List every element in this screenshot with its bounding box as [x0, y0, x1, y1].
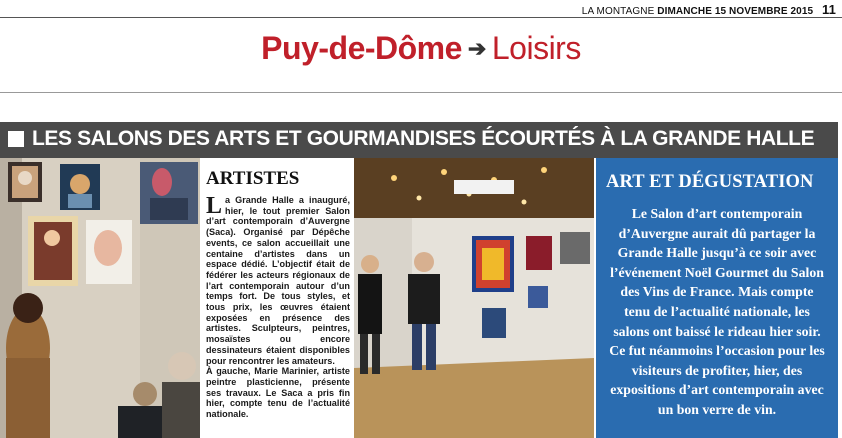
artistes-body: a Grande Halle a inauguré, hier, le tout premier Salon d’art contemporain d’Auvergne (Saca). Organisé par Dépêche events, ce salon accueillait une centaine d’artistes dans un espace dédié. L’objectif était de fédérer les acteurs régionaux de l’art contemporain autour d’un temps fort. De tous styles, et tous prix, les œuvres étaient exposées en présence des artistes. Sculpteurs, peintres, mosaïstes ou encore dessinateurs étaient disponibles pour rencontrer les amateurs.: [206, 195, 350, 366]
section-rule: [0, 92, 842, 93]
page-number: 11: [822, 2, 836, 17]
artistes-kicker: ARTISTES: [206, 168, 300, 189]
headline-bar: [0, 122, 838, 158]
masthead-bar: [0, 0, 842, 18]
section-subsection: Loisirs: [491, 30, 581, 66]
degustation-kicker: ART ET DÉGUSTATION: [606, 172, 814, 192]
section-title: [0, 30, 842, 67]
artistes-dropcap: L: [206, 193, 223, 219]
arrow-right-icon: ➔: [467, 36, 486, 61]
degustation-box: [596, 158, 838, 438]
section-department: Puy-de-Dôme: [261, 30, 462, 66]
artistes-text: [206, 195, 350, 420]
artistes-paragraph: [206, 195, 350, 366]
photo-artist-exhibit-illustration: [0, 158, 200, 438]
newspaper-name: LA MONTAGNE: [581, 6, 655, 17]
photo-caption: À gauche, Marie Marinier, artiste peintre plasticienne, présente ses travaux. Le Saca a pris fin hier, compte tenu de l’actualité nationale.: [206, 366, 350, 420]
photo-grande-halle-illustration: [354, 158, 594, 438]
headline: LES SALONS DES ARTS ET GOURMANDISES ÉCOURTÉS À LA GRANDE HALLE: [32, 127, 815, 150]
degustation-body: Le Salon d’art contemporain d’Auvergne aurait dû partager la Grande Halle jusqu’à ce soir avec l’événement Noël Gourmet du Salon des Vins de France. Mais compte tenu de l’actualité nationale, les salons ont baissé le rideau hier soir. Ce fut néanmoins l’occasion pour les visiteurs de profiter, hier, des expositions d’art contemporain avec un bon verre de vin.: [609, 206, 825, 417]
top-rule: [0, 17, 842, 18]
photo-artist-exhibit: [0, 158, 200, 438]
artistes-column: [206, 168, 350, 438]
square-bullet-icon: [8, 131, 24, 147]
photo-grande-halle-visitors: [354, 158, 594, 438]
masthead: [582, 2, 836, 17]
issue-date: DIMANCHE 15 NOVEMBRE 2015: [657, 6, 814, 17]
